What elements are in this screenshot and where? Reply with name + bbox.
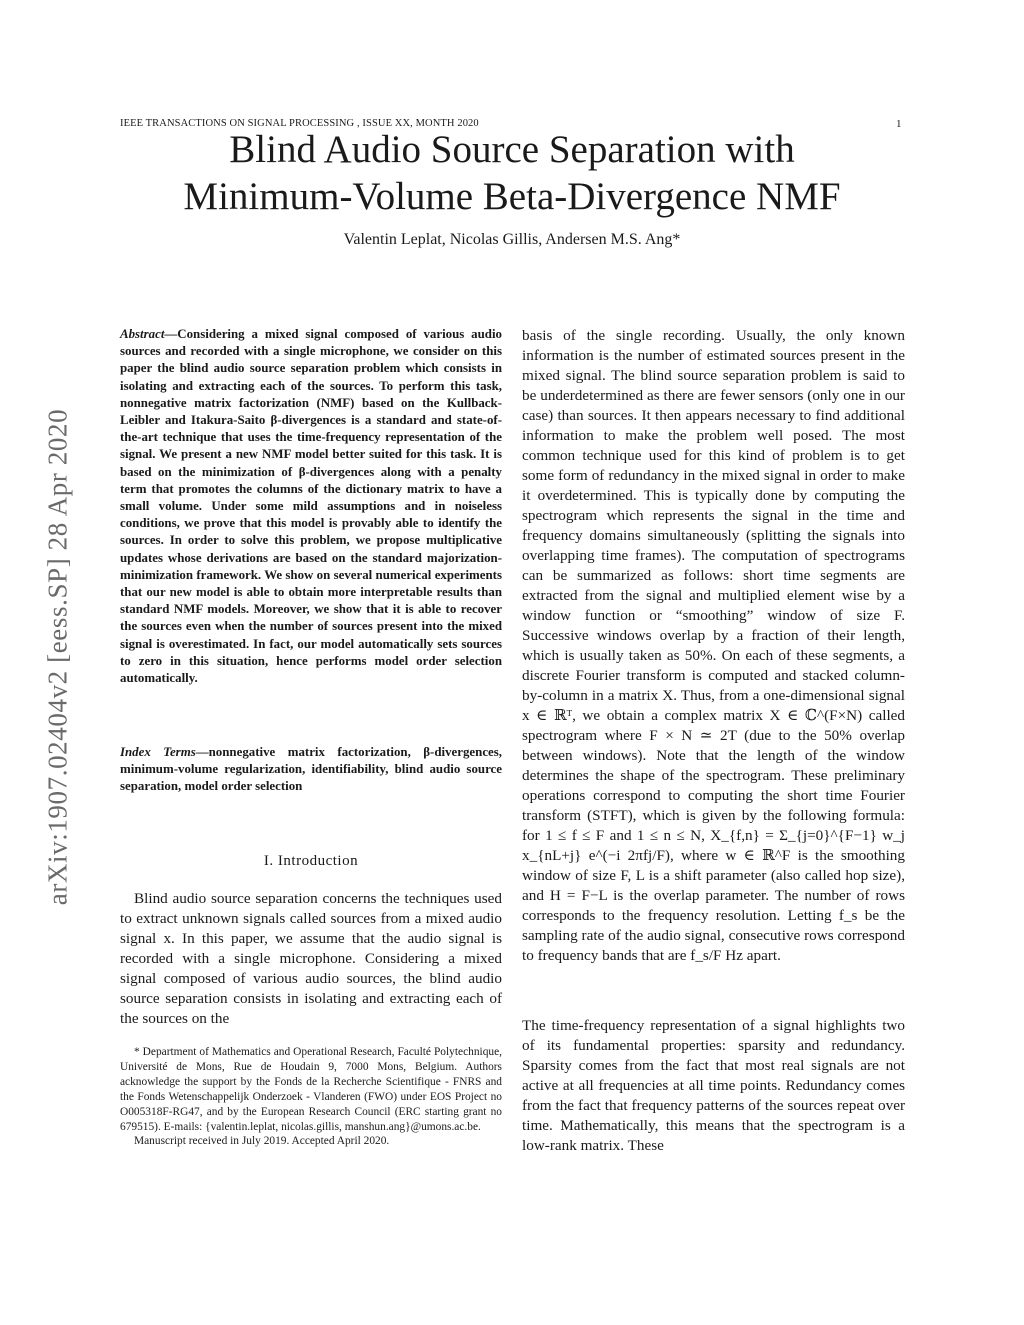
- index-terms-text: —nonnegative matrix factorization, β-divergences, minimum-volume regularization, identifiability, blind audio source separation, model order selection: [120, 745, 502, 794]
- title-line-2: Minimum-Volume Beta-Divergence NMF: [183, 175, 841, 218]
- abstract-text: —Considering a mixed signal composed of various audio sources and recorded with a single microphone, we consider on this paper the blind audio source separation problem which consists in isolating and extracting each of the sources. To perform this task, nonnegative matrix factorization (NMF) based on the Kullback-Leibler and Itakura-Saito β-divergences is a standard and state-of-the-art technique that uses the time-frequency representation of the signal. We present a new NMF model better suited for this task. It is based on the minimization of β-divergences along with a penalty term that promotes the columns of the dictionary matrix to have a small volume. Under some mild assumptions and in noiseless conditions, we prove that this model is provably able to identify the sources. In order to solve this problem, we propose multiplicative updates whose derivations are based on the standard majorization-minimization framework. We show on several numerical experiments that our new model is able to obtain more interpretable results than standard NMF models. Moreover, we show that it is able to recover the sources even when the number of sources present into the mixed signal is overestimated. In fact, our model automatically sets sources to zero in this situation, hence performs model order selection automatically.: [120, 327, 502, 686]
- title-line-1: Blind Audio Source Separation with: [229, 128, 795, 171]
- author-list: Valentin Leplat, Nicolas Gillis, Andersen M.S. Ang*: [343, 231, 681, 248]
- footnote: [120, 1045, 502, 1149]
- abstract-label: Abstract: [120, 327, 165, 341]
- right-column-paragraph-1: [522, 326, 905, 966]
- abstract: [120, 326, 502, 687]
- intro-text: Blind audio source separation concerns the techniques used to extract unknown signals called sources from a mixed audio signal x. In this paper, we assume that the audio signal is recorded with a single microphone. Considering a mixed signal composed of various audio sources, the blind audio source separation consists in isolating and extracting each of the sources on the: [120, 890, 502, 1027]
- index-terms: [120, 744, 502, 796]
- running-head: IEEE TRANSACTIONS ON SIGNAL PROCESSING , ISSUE XX, MONTH 2020: [120, 118, 479, 129]
- footnote-manuscript: Manuscript received in July 2019. Accepted April 2020.: [134, 1135, 390, 1148]
- section-heading: I. Introduction: [263, 853, 359, 869]
- arxiv-stamp: arXiv:1907.02404v2 [eess.SP] 28 Apr 2020: [42, 408, 73, 906]
- page-number: 1: [896, 118, 902, 130]
- footnote-affiliation: * Department of Mathematics and Operational Research, Faculté Polytechnique, Université de Mons, Rue de Houdain 9, 7000 Mons, Belgium. Authors acknowledge the support by the Fonds de la Recherche Scientifique - FNRS and the Fonds Wetenschappelijk Onderzoek - Vlanderen (FWO) under EOS Project no O005318F-RG47, and by the European Research Council (ERC starting grant no 679515). E-mails: {valentin.leplat, nicolas.gillis, manshun.ang}@umons.ac.be.: [120, 1046, 502, 1133]
- right-text-1: basis of the single recording. Usually, the only known information is the number of estimated sources present in the mixed signal. The blind source separation problem is said to be underdetermined as there are fewer sensors (only one in our case) than sources. It then appears necessary to find additional information to make the problem well posed. The most common technique used for this kind of problem is to get some form of redundancy in the mixed signal in order to make it overdetermined. This is typically done by computing the spectrogram which represents the signal in the time and frequency domains simultaneously (splitting the signals into overlapping time frames). The computation of spectrograms can be summarized as follows: short time segments are extracted from the signal and multiplied element wise by a window function or “smoothing” window of size F. Successive windows overlap by a fraction of their length, which is usually taken as 50%. On each of these segments, a discrete Fourier transform is computed and stacked column-by-column in a matrix X. Thus, from a one-dimensional signal x ∈ ℝᵀ, we obtain a complex matrix X ∈ ℂ^(F×N) called spectrogram where F × N ≃ 2T (due to the 50% overlap between windows). Note that the length of the window determines the shape of the spectrogram. These preliminary operations correspond to computing the short time Fourier transform (STFT), which is given by the following formula: for 1 ≤ f ≤ F and 1 ≤ n ≤ N, X_{f,n} = Σ_{j=0}^{F−1} w_j x_{nL+j} e^(−i 2πfj/F), where w ∈ ℝ^F is the smoothing window of size F, L is a shift parameter (also called hop size), and H = F−L is the overlap parameter. The number of rows corresponds to the frequency resolution. Letting f_s be the sampling rate of the audio signal, consecutive rows correspond to frequency bands that are f_s/F Hz apart.: [522, 327, 905, 964]
- right-text-2: The time-frequency representation of a signal highlights two of its fundamental properties: sparsity and redundancy. Sparsity comes from the fact that most real signals are not active at all frequencies at all time points. Redundancy comes from the fact that frequency patterns of the sources repeat over time. Mathematically, this means that the spectrogram is a low-rank matrix. These: [522, 1017, 905, 1154]
- right-column-paragraph-2: [522, 1016, 905, 1156]
- introduction-paragraph: [120, 889, 502, 1029]
- paper-title: [0, 126, 1024, 220]
- index-terms-label: Index Terms: [120, 745, 196, 759]
